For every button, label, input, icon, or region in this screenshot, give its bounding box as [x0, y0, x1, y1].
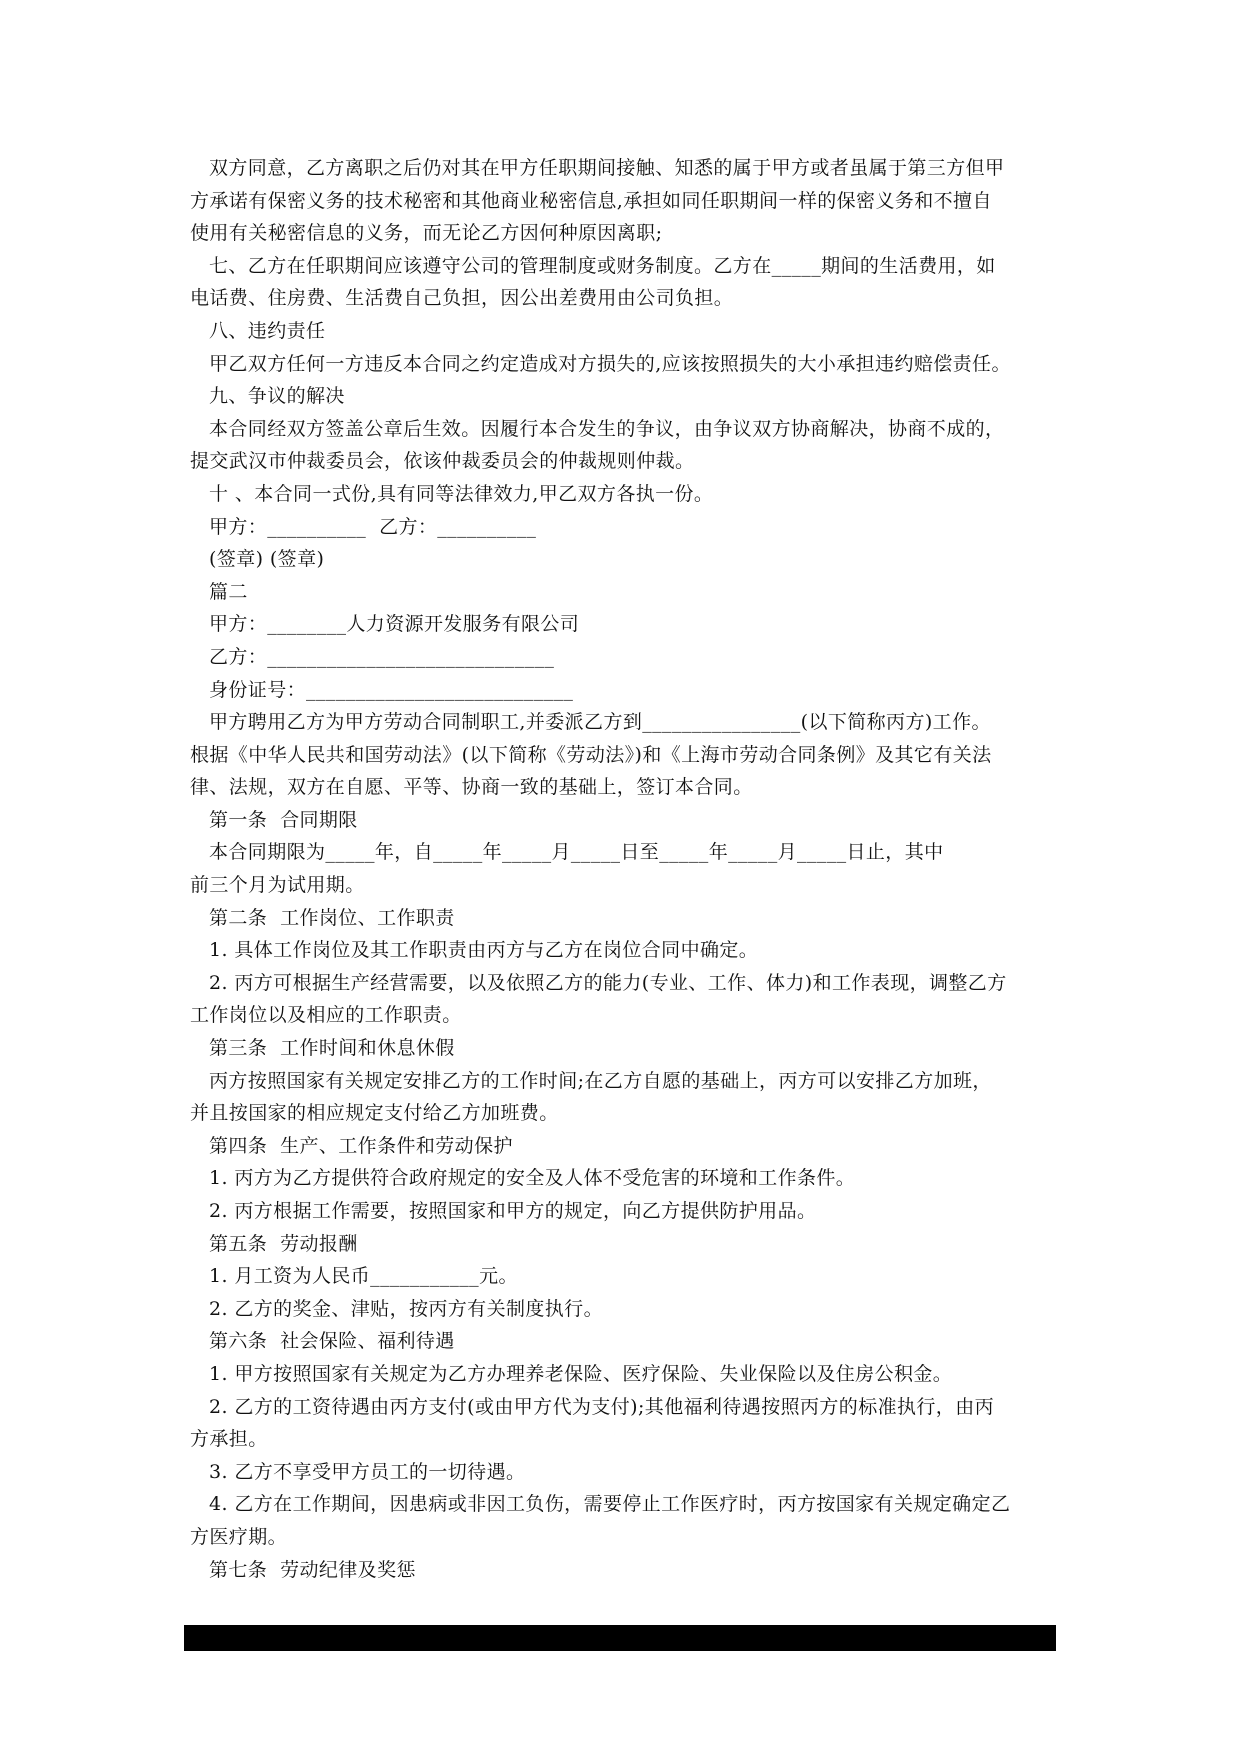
text-line: 第一条 合同期限	[209, 808, 358, 831]
text-line: 丙方按照国家有关规定安排乙方的工作时间;在乙方自愿的基础上，丙方可以安排乙方加班，	[209, 1069, 992, 1092]
text-line: 1. 甲方按照国家有关规定为乙方办理养老保险、医疗保险、失业保险以及住房公积金。	[209, 1362, 953, 1385]
text-line: 方承诺有保密义务的技术秘密和其他商业秘密信息,承担如同任职期间一样的保密义务和不擅自	[190, 189, 992, 212]
page-number-label: 第 2 页 /总页数 7 页	[533, 1653, 734, 1675]
text-line: 八、违约责任	[209, 319, 326, 342]
text-line: 1. 丙方为乙方提供符合政府规定的安全及人体不受危害的环境和工作条件。	[209, 1167, 856, 1190]
text-line: 根据《中华人民共和国劳动法》(以下简称《劳动法》)和《上海市劳动合同条例》及其它有关法	[190, 743, 992, 766]
text-line: 甲乙双方任何一方违反本合同之约定造成对方损失的,应该按照损失的大小承担违约赔偿责任。	[209, 352, 1011, 375]
text-line: 甲方聘用乙方为甲方劳动合同制职工,并委派乙方到________________(以下简称丙方)工作。	[209, 711, 991, 734]
text-line: 4. 乙方在工作期间，因患病或非因工负伤，需要停止工作医疗时，丙方按国家有关规定确定乙	[209, 1493, 1011, 1516]
text-line: 2. 乙方的奖金、津贴，按丙方有关制度执行。	[209, 1297, 603, 1320]
text-line: 第三条 工作时间和休息休假	[209, 1037, 455, 1060]
text-line: 第二条 工作岗位、工作职责	[209, 906, 455, 929]
text-line: 使用有关秘密信息的义务，而无论乙方因何种原因离职;	[190, 222, 663, 245]
text-line: 身份证号：___________________________	[209, 678, 574, 701]
text-line: 律、法规，双方在自愿、平等、协商一致的基础上，签订本合同。	[190, 776, 753, 799]
text-line: 电话费、住房费、生活费自己负担，因公出差费用由公司负担。	[190, 287, 734, 310]
document-body	[190, 152, 1064, 1586]
text-line: 第七条 劳动纪律及奖惩	[209, 1558, 416, 1581]
text-line: 甲方：________人力资源开发服务有限公司	[209, 613, 580, 636]
text-line: 第四条 生产、工作条件和劳动保护	[209, 1134, 513, 1157]
text-line: 第五条 劳动报酬	[209, 1232, 358, 1255]
text-line: 2. 丙方可根据生产经营需要，以及依照乙方的能力(专业、工作、体力)和工作表现，调整乙方	[209, 971, 1007, 994]
text-line: 篇二	[209, 580, 248, 603]
text-line: 十 、本合同一式份,具有同等法律效力,甲乙双方各执一份。	[209, 482, 714, 505]
text-line: 双方同意，乙方离职之后仍对其在甲方任职期间接触、知悉的属于甲方或者虽属于第三方但甲	[209, 157, 1005, 179]
text-line: 方承担。	[190, 1428, 268, 1451]
text-line: 方医疗期。	[190, 1525, 288, 1548]
text-line: 3. 乙方不享受甲方员工的一切待遇。	[209, 1460, 526, 1483]
text-line: 工作岗位以及相应的工作职责。	[190, 1004, 462, 1027]
text-line: 本合同经双方签盖公章后生效。因履行本合发生的争议，由争议双方协商解决，协商不成的，	[209, 417, 1005, 440]
text-line: 1. 具体工作岗位及其工作职责由丙方与乙方在岗位合同中确定。	[209, 939, 759, 962]
text-line: 2. 丙方根据工作需要，按照国家和甲方的规定，向乙方提供防护用品。	[209, 1200, 817, 1222]
text-line: 乙方：_____________________________	[209, 645, 555, 668]
text-line: 九、争议的解决	[209, 385, 345, 408]
text-line: 1. 月工资为人民币___________元。	[209, 1265, 518, 1288]
text-line: 第六条 社会保险、福利待遇	[209, 1330, 455, 1353]
text-line: 前三个月为试用期。	[190, 874, 365, 897]
text-line: 提交武汉市仲裁委员会，依该仲裁委员会的仲裁规则仲裁。	[190, 450, 695, 473]
page-footer	[184, 1625, 1056, 1675]
text-line: 并且按国家的相应规定支付给乙方加班费。	[190, 1102, 559, 1125]
text-line: 本合同期限为_____年，自_____年_____月_____日至_____年_____月_____日止，其中	[209, 841, 944, 864]
text-line: (签章) (签章)	[209, 548, 325, 571]
text-line: 2. 乙方的工资待遇由丙方支付(或由甲方代为支付);其他福利待遇按照丙方的标准执行，由丙	[209, 1395, 994, 1418]
text-line: 甲方：__________ 乙方：__________	[209, 515, 537, 538]
text-line: 七、乙方在任职期间应该遵守公司的管理制度或财务制度。乙方在_____期间的生活费用，如	[209, 254, 996, 277]
